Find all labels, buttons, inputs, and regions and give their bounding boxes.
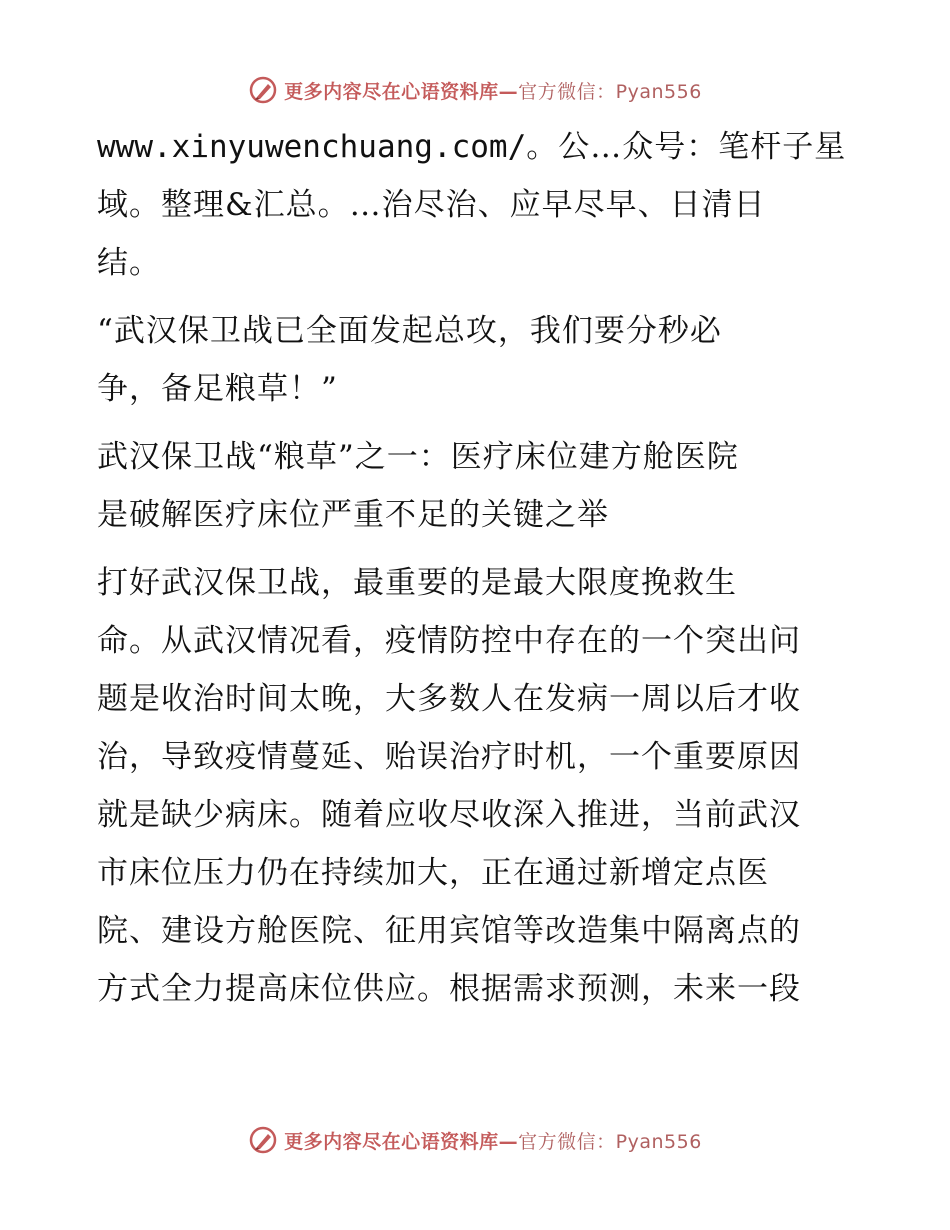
text-line: 域。整理&汇总。…治尽治、应早尽早、日清日 — [97, 187, 766, 223]
footer-watermark-banner — [0, 1120, 950, 1160]
text-line: 结。 — [97, 245, 161, 281]
header-watermark-banner — [0, 70, 950, 110]
text-line: 市床位压力仍在持续加大，正在通过新增定点医 — [97, 855, 769, 891]
document-body — [97, 118, 857, 1028]
text-line: 题是收治时间太晚，大多数人在发病一周以后才收 — [97, 681, 801, 717]
text-line: 命。从武汉情况看，疫情防控中存在的一个突出问 — [97, 623, 801, 659]
paragraph-quote — [97, 302, 857, 418]
banner-slogan: 更多内容尽在心语资料库— — [284, 1130, 519, 1153]
text-line: 打好武汉保卫战，最重要的是最大限度挽救生 — [97, 565, 737, 601]
text-line: 武汉保卫战“粮草”之一：医疗床位建方舱医院 — [97, 439, 739, 475]
text-line: 是破解医疗床位严重不足的关键之举 — [97, 497, 609, 533]
text-line — [97, 118, 857, 176]
banner-text — [284, 1127, 702, 1154]
banner-text — [284, 77, 702, 104]
pen-logo-icon — [248, 75, 278, 105]
text-line: “武汉保卫战已全面发起总攻，我们要分秒必 — [97, 313, 722, 349]
paragraph-heading — [97, 428, 857, 544]
text-line: 院、建设方舱医院、征用宾馆等改造集中隔离点的 — [97, 913, 801, 949]
url-fragment: www.xinyuwenchuang.com/ — [97, 129, 527, 165]
text-line: 方式全力提高床位供应。根据需求预测，未来一段 — [97, 971, 801, 1007]
pen-logo-icon — [248, 1125, 278, 1155]
text-line: 争，备足粮草！” — [97, 371, 338, 407]
paragraph-body — [97, 554, 857, 1018]
banner-wechat: 官方微信：Pyan556 — [518, 80, 702, 103]
text-line: 就是缺少病床。随着应收尽收深入推进，当前武汉 — [97, 797, 801, 833]
text-line-rest: 。公…众号：笔杆子星 — [526, 129, 847, 165]
paragraph-intro — [97, 118, 857, 292]
text-line: 治，导致疫情蔓延、贻误治疗时机，一个重要原因 — [97, 739, 801, 775]
banner-slogan: 更多内容尽在心语资料库— — [284, 80, 519, 103]
banner-wechat: 官方微信：Pyan556 — [518, 1130, 702, 1153]
